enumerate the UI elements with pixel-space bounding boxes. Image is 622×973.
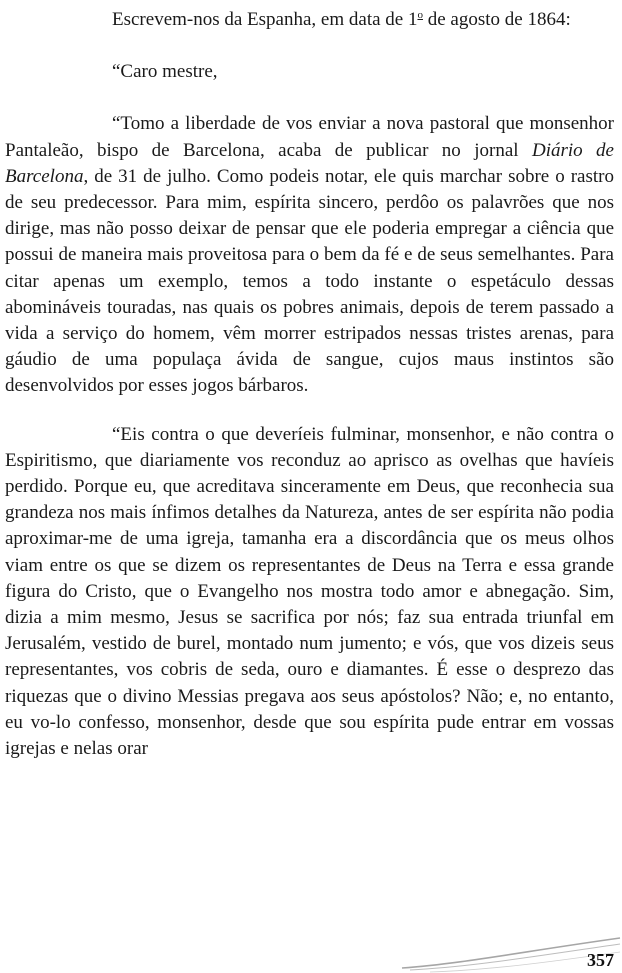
paragraph-salutation: “Caro mestre, (112, 61, 218, 83)
ordinal-indicator: o (417, 9, 423, 21)
paragraph-letter-2: “Eis contra o que deveríeis fulminar, monsenhor, e não contra o Espiritismo, que diariamente vos reconduz ao aprisco as ovelhas que havíeis perdido. Porque eu, que acreditava sinceramente em Deus, que reconhecia sua grandeza nos mais ínfimos detalhes da Natureza, antes de ser espírita não podia aproximar-me de uma igreja, tamanha era a discordância que os meus olhos viam entre os que se dizem os representantes de Deus na Terra e essa grande figura do Cristo, que o Evangelho nos mostra todo amor e abnegação. Sim, dizia a mim mesmo, Jesus se sacrifica por nós; faz sua entrada triunfal em Jerusalém, vestido de burel, montado num jumento; e vós, que vos dizeis seus representantes, vos cobris de seda, ouro e diamantes. É esse o desprezo das riquezas que o divino Messias pregava aos seus apóstolos? Não; e, no entanto, eu vo-lo confesso, monsenhor, desde que sou espírita pude entrar em vossas igrejas e nelas orar (5, 423, 614, 760)
paragraph-spacer (5, 400, 614, 422)
intro-text-end: de agosto de 1864: (422, 9, 571, 30)
page-body (5, 2, 614, 762)
letter-1-text: “Tomo a liberdade de vos enviar a nova pastoral que monsenhor Pantaleão, bispo de Barcelona, acaba de publicar no jornal (5, 113, 614, 161)
page-number: 357 (587, 950, 614, 970)
letter-1-text-end: , de 31 de julho. Como podeis notar, ele quis marchar sobre o rastro de seu predecessor. Para mim, espírita sincero, perdôo os palavrões que nos dirige, mas não posso deixar de pensar que ele poderia empregar a ciência que possui de maneira mais proveitosa para o bem da fé e de seus semelhantes. Para citar apenas um exemplo, temos a todo instante o espetáculo dessas abomináveis touradas, nas quais os pobres animais, depois de terem passado a vida a serviço do homem, vêm morrer estripados nessas tristes arenas, para gáudio de uma populaça ávida de sangue, cujos maus instintos são desenvolvidos por esses jogos bárbaros. (5, 165, 614, 397)
paragraph-letter-1 (5, 111, 614, 399)
paragraph-spacer (5, 33, 614, 59)
intro-text: Escrevem-nos da Espanha, em data de 1 (112, 9, 418, 30)
paragraph-intro (5, 2, 614, 33)
newspaper-title: Diário de Barcelona (5, 139, 614, 187)
paragraph-spacer (5, 85, 614, 111)
